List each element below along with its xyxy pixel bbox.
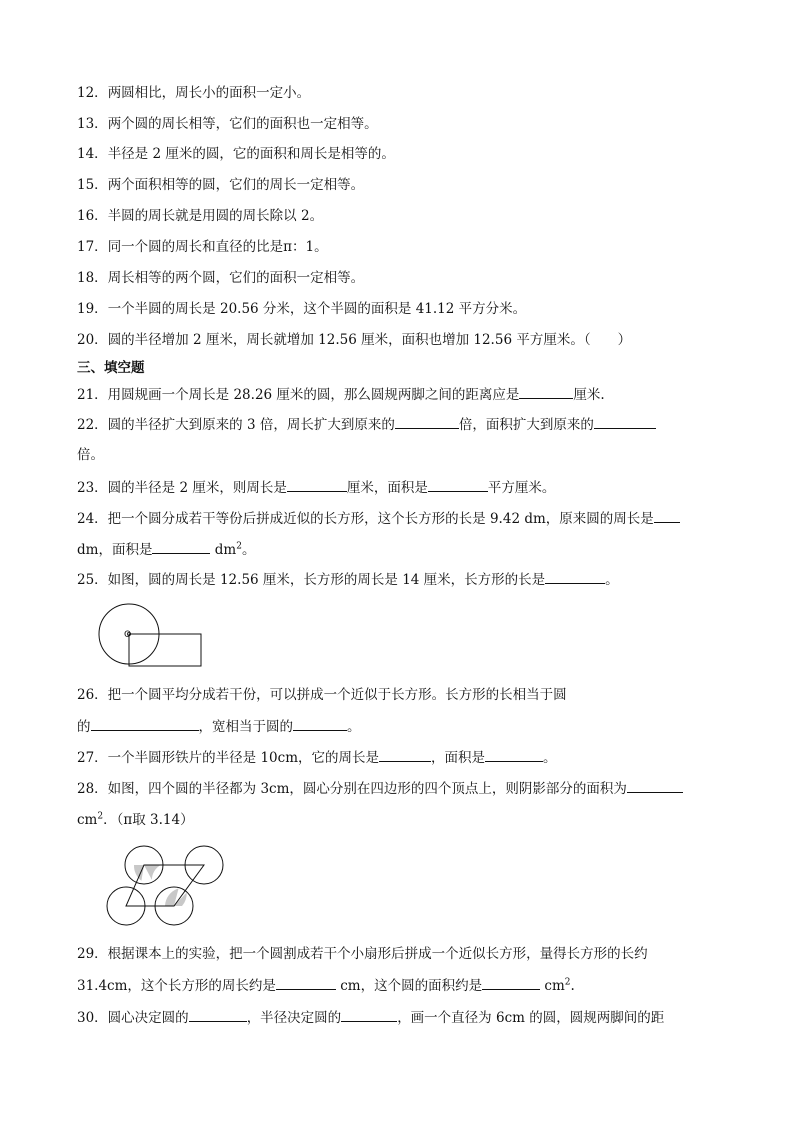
- answer-blank[interactable]: [519, 385, 573, 399]
- answer-blank[interactable]: [341, 1008, 397, 1022]
- question-text: ．（π取 3.14）: [103, 812, 194, 828]
- question-number: 16．: [77, 208, 108, 224]
- question-number: 13．: [77, 116, 108, 132]
- answer-blank[interactable]: [276, 976, 336, 990]
- question-22: [77, 415, 656, 434]
- question-12: [77, 84, 310, 102]
- question-24: [77, 509, 680, 528]
- question-text: 两个圆的周长相等，它们的面积也一定相等。: [107, 116, 378, 132]
- question-30: [77, 1008, 664, 1027]
- question-26: 26．把一个圆平均分成若干份，可以拼成一个近似于长方形。长方形的长相当于圆: [77, 687, 567, 703]
- question-20: [77, 331, 631, 349]
- section-title: 三、填空题: [77, 360, 145, 376]
- question-27: [77, 748, 557, 767]
- question-text: 21．用圆规画一个周长是 28.26 厘米的圆，那么圆规两脚之间的距离应是: [77, 387, 520, 403]
- question-text: 。: [605, 572, 619, 588]
- question-text: 30．圆心决定圆的: [77, 1010, 189, 1026]
- question-number: 20．: [77, 332, 108, 348]
- question-text: ，面积是: [431, 750, 486, 766]
- superscript: 2: [97, 811, 104, 822]
- question-text: 同一个圆的周长和直径的比是π：1。: [107, 239, 328, 255]
- question-19: [77, 300, 526, 318]
- question-29-continued: [77, 976, 575, 995]
- question-13: [77, 115, 378, 133]
- answer-blank[interactable]: [152, 540, 210, 554]
- answer-blank[interactable]: [293, 717, 347, 731]
- answer-blank[interactable]: [287, 478, 347, 492]
- question-text: 周长相等的两个圆，它们的面积一定相等。: [107, 270, 365, 286]
- question-24-continued: [77, 540, 255, 559]
- question-text: 厘米，面积是: [346, 480, 428, 496]
- unit-text: dm: [214, 542, 237, 558]
- question-text: 。: [543, 750, 557, 766]
- question-text: 31.4cm，这个长方形的周长约是: [77, 978, 276, 994]
- question-number: 12．: [77, 85, 108, 101]
- answer-blank[interactable]: [485, 748, 543, 762]
- question-text: 的: [77, 719, 91, 735]
- question-28-continued: [77, 811, 194, 829]
- question-18: [77, 269, 364, 287]
- answer-blank[interactable]: [627, 779, 683, 793]
- question-text: dm，面积是: [77, 542, 153, 558]
- question-26-continued: [77, 717, 361, 736]
- superscript: 2: [564, 977, 571, 988]
- question-number: 15．: [77, 177, 108, 193]
- question-text: ，宽相当于圆的: [198, 719, 293, 735]
- center-label: O: [124, 630, 132, 640]
- question-text: cm，这个圆的面积约是: [340, 978, 483, 994]
- question-23: [77, 478, 555, 497]
- answer-blank[interactable]: [189, 1008, 247, 1022]
- question-text: ，半径决定圆的: [246, 1010, 342, 1026]
- question-text: 。: [241, 542, 256, 558]
- question-22-continued: 倍。: [77, 447, 104, 463]
- question-28: [77, 779, 683, 798]
- question-text: 倍，面积扩大到原来的: [458, 417, 594, 433]
- answer-blank[interactable]: [428, 478, 488, 492]
- question-number: 18．: [77, 270, 108, 286]
- circle-rectangle-figure: [96, 603, 208, 675]
- question-number: 14．: [77, 146, 108, 162]
- question-15: [77, 176, 364, 194]
- answer-blank[interactable]: [379, 748, 431, 762]
- answer-blank[interactable]: [395, 415, 459, 429]
- question-21: [77, 385, 605, 404]
- question-text: 28．如图，四个圆的半径都为 3cm，圆心分别在四边形的四个顶点上，则阴影部分的面积为: [77, 781, 627, 797]
- answer-blank[interactable]: [654, 509, 680, 523]
- question-text: 半圆的周长就是用圆的周长除以 2。: [107, 208, 324, 224]
- answer-blank[interactable]: [545, 570, 605, 584]
- question-text: 两圆相比，周长小的面积一定小。: [107, 85, 311, 101]
- question-number: 17．: [77, 239, 108, 255]
- question-text: 厘米.: [573, 387, 605, 403]
- question-text: 两个面积相等的圆，它们的周长一定相等。: [107, 177, 365, 193]
- answer-blank[interactable]: [91, 717, 199, 731]
- question-text: 平方厘米。: [487, 480, 556, 496]
- unit-text: cm: [544, 978, 565, 994]
- answer-blank[interactable]: [594, 415, 656, 429]
- question-text: 22．圆的半径扩大到原来的 3 倍，周长扩大到原来的: [77, 417, 395, 433]
- question-text: 23．圆的半径是 2 厘米，则周长是: [77, 480, 287, 496]
- question-29: 29．根据课本上的实验，把一个圆割成若干个小扇形后拼成一个近似长方形，量得长方形的长约: [77, 946, 648, 962]
- superscript: 2: [236, 541, 242, 552]
- question-text: 一个半圆的周长是 20.56 分米，这个半圆的面积是 41.12 平方分米。: [107, 301, 527, 317]
- question-text: 24．把一个圆分成若干等份后拼成近似的长方形，这个长方形的长是 9.42 dm，原来圆的周长是: [77, 511, 654, 527]
- question-number: 19．: [77, 301, 108, 317]
- question-text: .: [570, 978, 575, 994]
- rectangle-shape: [129, 634, 201, 666]
- question-text: 。: [347, 719, 361, 735]
- question-16: [77, 207, 323, 225]
- question-text: 27．一个半圆形铁片的半径是 10cm，它的周长是: [77, 750, 380, 766]
- question-text: 半径是 2 厘米的圆，它的面积和周长是相等的。: [107, 146, 395, 162]
- question-25: [77, 570, 619, 589]
- four-circles-figure: [100, 842, 230, 928]
- question-text: 圆的半径增加 2 厘米，周长就增加 12.56 厘米，面积也增加 12.56 平方厘米。（ ）: [107, 332, 632, 348]
- question-text: 25．如图，圆的周长是 12.56 厘米，长方形的周长是 14 厘米，长方形的长是: [77, 572, 546, 588]
- question-14: [77, 145, 395, 163]
- answer-blank[interactable]: [482, 976, 540, 990]
- question-text: ，画一个直径为 6cm 的圆，圆规两脚间的距: [397, 1010, 665, 1026]
- unit-text: cm: [77, 812, 98, 828]
- question-17: [77, 238, 328, 256]
